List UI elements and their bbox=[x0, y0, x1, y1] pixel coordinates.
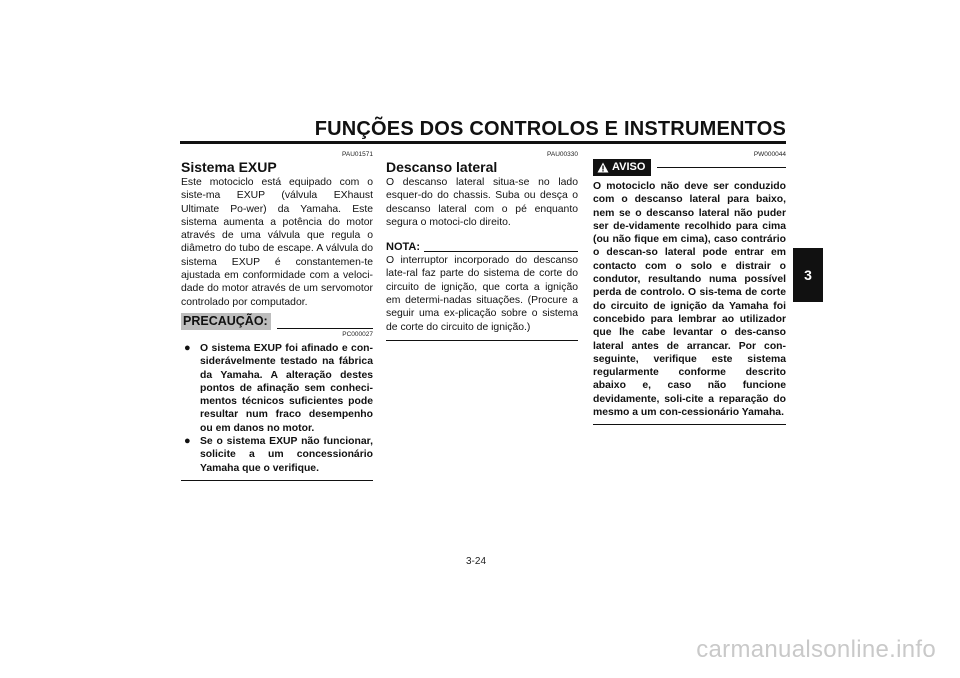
warning-body: O motociclo não deve ser conduzido com o descanso lateral para baixo, nem se o descanso lateral não puder ser de-vidamente recolhido para cima (ou não fique em cima), caso contrário o descan-so lateral pode entrar em contacto com o solo e distrair o condutor, resultando numa possível perda de controlo. O sis-tema de corte do circuito de ignição da Yamaha foi concebido para lembrar ao utilizador que lhe cabe levantar o des-canso lateral antes de arrancar. Por con-seguinte, verifique este sistema regularmente conforme descrito abaixo e, caso não funcione devidamente, soli-cite a reparação do mesmo a um con-cessionário Yamaha. bbox=[593, 181, 786, 419]
caution-end-rule bbox=[181, 480, 373, 481]
bullet-icon: ● bbox=[184, 435, 191, 448]
bullet-icon: ● bbox=[184, 341, 191, 354]
warning-header bbox=[593, 159, 786, 176]
note-header bbox=[386, 241, 578, 254]
side-stand-body: O descanso lateral situa-se no lado esquer-do do chassis. Suba ou desça o descanso lateral com o pé enquanto segura o motoci-clo direito. bbox=[386, 177, 578, 228]
chapter-tab: 3 bbox=[793, 248, 823, 302]
exup-body: Este motociclo está equipado com o siste-ma EXUP (válvula EXhaust Ultimate Po-wer) da Yamaha. Este sistema aumenta a potência do motor através de uma válvula que regula o diâmetro do tubo de escape. A válvula do sistema EXUP é constantemen-te ajustada em conformidade com a veloci-dade do motor através de um servomotor controlado por computador. bbox=[181, 177, 373, 308]
list-item bbox=[181, 435, 373, 475]
list-item bbox=[181, 342, 373, 435]
warning-label: AVISO bbox=[612, 161, 646, 173]
column-warning bbox=[593, 150, 786, 425]
column-exup bbox=[181, 150, 373, 481]
column-side-stand bbox=[386, 150, 578, 341]
warning-triangle-icon bbox=[597, 162, 609, 173]
note-body: O interruptor incorporado do descanso late-ral faz parte do sistema de corte do circuito de ignição, que corta a ignição em determi-nadas situações. (Procure a seguir uma ex-plicação sobre o sistema de corte do circuito de ignição.) bbox=[386, 255, 578, 333]
caution-code: PC000027 bbox=[342, 330, 373, 338]
section-code: PW000044 bbox=[753, 151, 786, 158]
caution-list bbox=[181, 342, 373, 475]
section-heading-exup: Sistema EXUP bbox=[181, 159, 277, 175]
section-code: PAU00330 bbox=[547, 151, 578, 158]
note-rule bbox=[424, 251, 578, 252]
caution-rule bbox=[277, 328, 373, 329]
caution-item-text: O sistema EXUP foi afinado e con-siderávelmente testado na fábrica da Yamaha. A alteração destes pontos de afinação sem conheci-mentos técnicos suficientes pode resultar num fraco desempenho ou em danos no motor. bbox=[200, 342, 373, 434]
section-heading-side-stand: Descanso lateral bbox=[386, 159, 498, 175]
warning-rule bbox=[657, 167, 786, 168]
warning-badge bbox=[593, 159, 651, 176]
caution-label: PRECAUÇÃO: bbox=[181, 313, 271, 330]
caution-item-text: Se o sistema EXUP não funcionar, solicite a um concessionário Yamaha que o verifique. bbox=[200, 436, 373, 474]
watermark: carmanualsonline.info bbox=[696, 636, 936, 663]
warning-end-rule bbox=[593, 424, 786, 425]
note-end-rule bbox=[386, 340, 578, 341]
page-title: FUNÇÕES DOS CONTROLOS E INSTRUMENTOS bbox=[314, 118, 786, 140]
caution-header bbox=[181, 313, 373, 330]
header-rule bbox=[180, 141, 786, 144]
section-code: PAU01571 bbox=[342, 151, 373, 158]
note-label: NOTA: bbox=[386, 241, 421, 254]
page-number: 3-24 bbox=[466, 556, 487, 567]
